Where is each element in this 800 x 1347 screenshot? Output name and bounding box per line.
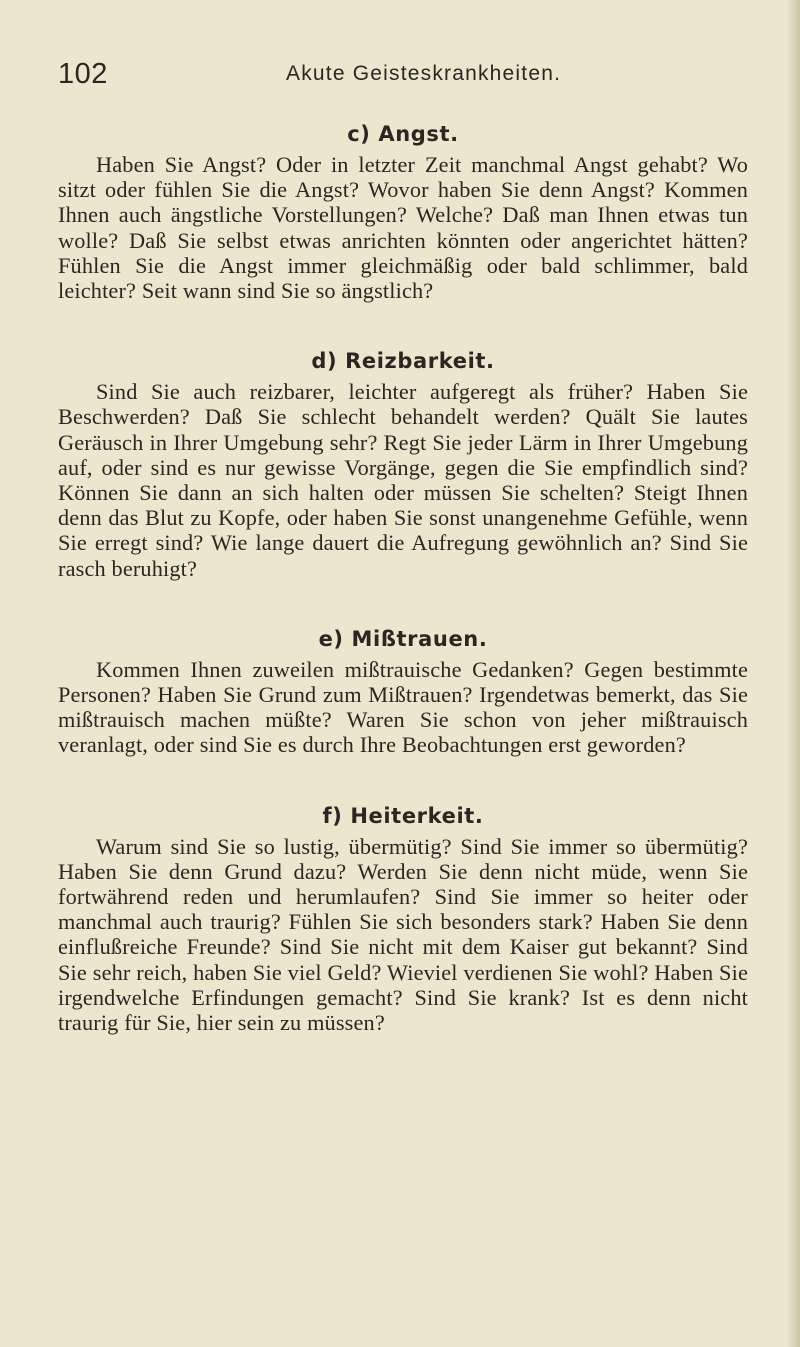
section-paragraph: Warum sind Sie so lustig, übermütig? Sind Sie immer so übermütig? Haben Sie denn Grund dazu? Werden Sie denn nicht müde, wenn Sie fortwährend reden und herumlaufen? Sind Sie immer so heiter oder manchmal auch traurig? Fühlen Sie sich besonders stark? Haben Sie denn einflußreiche Freunde? Sind Sie nicht mit dem Kaiser gut bekannt? Sind Sie sehr reich, haben Sie viel Geld? Wieviel verdienen Sie wohl? Haben Sie irgendwelche Erfindungen gemacht? Sind Sie krank? Ist es denn nicht traurig für Sie, hier sein zu müssen? — [58, 833, 748, 1036]
running-head: Akute Geisteskrankheiten. — [286, 62, 562, 85]
section-paragraph: Sind Sie auch reizbarer, leichter aufgeregt als früher? Haben Sie Beschwerden? Daß Sie schlecht behandelt werden? Quält Sie lautes Geräusch in Ihrer Umgebung sehr? Regt Sie jeder Lärm in Ihrer Umgebung auf, oder sind es nur gewisse Vorgänge, gegen die Sie empfindlich sind? Können Sie dann an sich halten oder müssen Sie schelten? Steigt Ihnen denn das Blut zu Kopfe, oder haben Sie sonst unangenehme Gefühle, wenn Sie erregt sind? Wie lange dauert die Aufregung gewöhnlich an? Sind Sie rasch beruhigt? — [58, 379, 748, 581]
section-paragraph: Haben Sie Angst? Oder in letzter Zeit manchmal Angst gehabt? Wo sitzt oder fühlen Sie die Angst? Wovor haben Sie denn Angst? Kommen Ihnen auch ängstliche Vorstellungen? Welche? Daß man Ihnen etwas tun wolle? Daß Sie selbst etwas anrichten könnten oder angerichtet hätten? Fühlen Sie die Angst immer gleichmäßig oder bald schlimmer, bald leichter? Seit wann sind Sie so ängstlich? — [58, 152, 748, 304]
section-misstrauen — [58, 623, 748, 758]
section-reizbarkeit — [58, 345, 748, 581]
section-heading: f) Heiterkeit. — [322, 803, 484, 828]
section-heading: e) Mißtrauen. — [318, 626, 488, 651]
section-paragraph: Kommen Ihnen zuweilen mißtrauische Gedanken? Gegen bestimmte Personen? Haben Sie Grund zum Mißtrauen? Irgendetwas bemerkt, das Sie mißtrauisch machen müßte? Waren Sie schon von jeher mißtrauisch veranlagt, oder sind Sie es durch Ihre Beobachtungen erst geworden? — [58, 656, 748, 758]
page-header — [58, 58, 748, 98]
page-body — [58, 118, 748, 1077]
page-edge-shadow — [786, 0, 800, 1347]
section-heading: c) Angst. — [347, 122, 459, 146]
section-heading: d) Reizbarkeit. — [311, 349, 495, 374]
section-heiterkeit — [58, 800, 748, 1036]
section-angst — [58, 118, 748, 303]
page-number: 102 — [58, 58, 108, 90]
